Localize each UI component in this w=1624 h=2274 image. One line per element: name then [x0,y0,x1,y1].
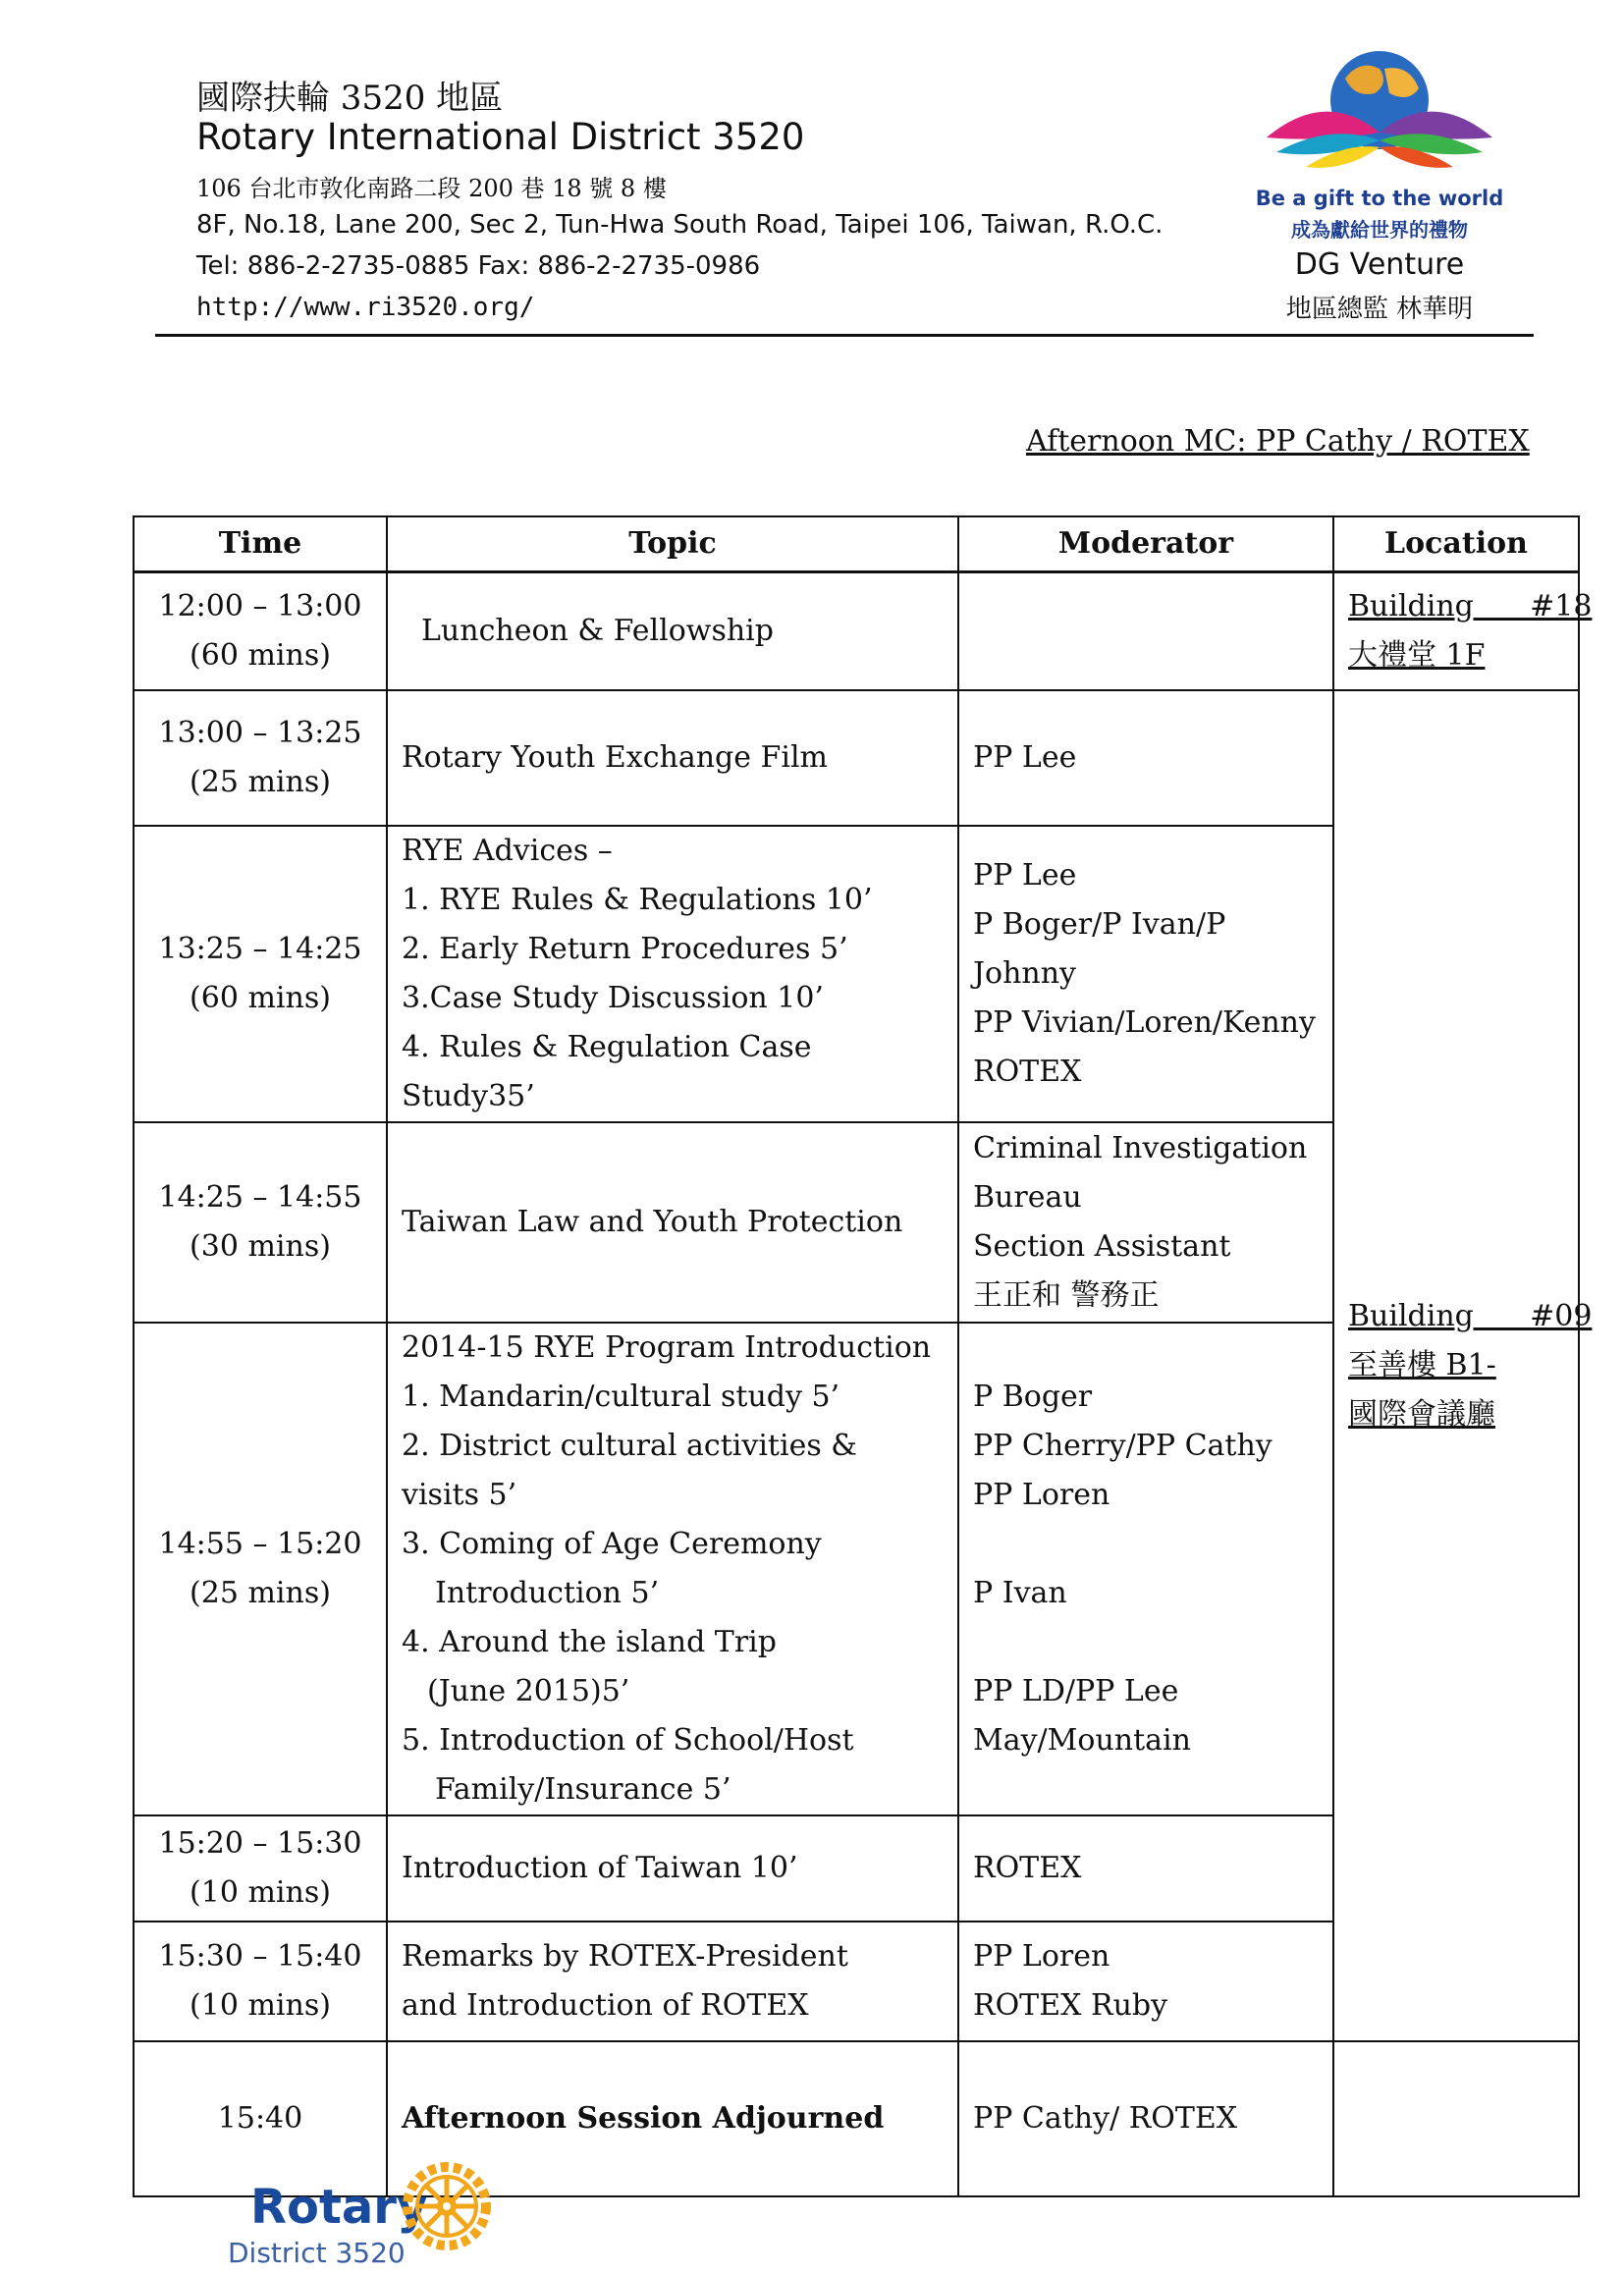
time-cell: 13:00 – 13:25 (25 mins) [134,690,387,826]
topic-cell: Rotary Youth Exchange Film [387,690,958,826]
website-link[interactable]: http://www.ri3520.org/ [196,293,535,322]
header-topic: Topic [387,516,958,572]
footer-rotary-wordmark: Rotary [250,2180,428,2235]
table-row [134,572,1579,690]
dg-name-cn: 地區總監 林華明 [1285,295,1474,324]
address-cn: 106 台北市敦化南路二段 200 巷 18 號 8 樓 [196,175,667,202]
topic-cell: Introduction of Taiwan 10’ [387,1815,958,1922]
moderator-cell: PP Loren ROTEX Ruby [958,1922,1333,2041]
moderator-cell: P Boger PP Cherry/PP Cathy PP Loren P Ivan PP LD/PP Lee May/Mountain [958,1323,1333,1815]
rotary-wheel-icon [403,2162,491,2250]
location-cell [1333,572,1593,690]
moderator-cell [958,572,1333,690]
header-time: Time [134,516,387,572]
time-cell: 12:00 – 13:00 (60 mins) [134,572,387,690]
header-divider [155,334,1534,337]
moderator-cell: PP Lee P Boger/P Ivan/P Johnny PP Vivian/Loren/Kenny ROTEX [958,826,1333,1122]
logo-tagline-cn: 成為獻給世界的禮物 [1291,218,1468,242]
org-name-cn: 國際扶輪 3520 地區 [196,79,504,118]
moderator-cell: PP Cathy/ ROTEX [958,2041,1333,2196]
header-location: Location [1333,516,1579,572]
topic-cell: Luncheon & Fellowship [387,572,958,690]
schedule-table [133,515,1593,2197]
merged-location-cell [1333,690,1593,2041]
time-cell: 15:30 – 15:40 (10 mins) [134,1922,387,2041]
time-cell: 14:55 – 15:20 (25 mins) [134,1323,387,1815]
time-cell: 15:40 [134,2041,387,2196]
location-link[interactable]: 國際會議廳 [1348,1396,1495,1432]
time-cell: 15:20 – 15:30 (10 mins) [134,1815,387,1922]
adjourned-label: Afternoon Session Adjourned [402,2100,885,2136]
time-cell: 14:25 – 14:55 (30 mins) [134,1122,387,1323]
moderator-cell: PP Lee [958,690,1333,826]
be-a-gift-logo-icon [1247,39,1512,196]
dg-name-en: DG Venture [1294,247,1465,282]
table-row [134,2041,1579,2196]
logo-tagline-en: Be a gift to the world [1255,187,1504,210]
table-row [134,690,1579,826]
topic-cell: 2014-15 RYE Program Introduction 1. Mandarin/cultural study 5’ 2. District cultural activities & visits 5’ 3. Coming of Age Ceremony Introduction 5’ 4. Around the island Trip (June 2015)5’ 5. Introduction of School/Host Family/Insurance 5’ [387,1323,958,1815]
location-link[interactable]: Building #18 [1348,588,1593,623]
tel-fax: Tel: 886-2-2735-0885 Fax: 886-2-2735-0986 [196,251,761,281]
footer-district-label: District 3520 [228,2237,406,2269]
moderator-cell: ROTEX [958,1815,1333,1922]
topic-cell: RYE Advices – 1. RYE Rules & Regulations 10’ 2. Early Return Procedures 5’ 3.Case Study Discussion 10’ 4. Rules & Regulation Case Study35’ [387,826,958,1122]
location-link[interactable]: 大禮堂 1F [1348,637,1486,673]
location-link[interactable]: 至善樓 B1- [1348,1347,1496,1382]
address-en: 8F, No.18, Lane 200, Sec 2, Tun-Hwa South Road, Taipei 106, Taiwan, R.O.C. [196,210,1164,240]
header-moderator: Moderator [958,516,1333,572]
location-cell [1333,2041,1579,2196]
topic-cell: Remarks by ROTEX-President and Introduction of ROTEX [387,1922,958,2041]
moderator-cell: Criminal Investigation Bureau Section Assistant 王正和 警務正 [958,1122,1333,1323]
org-name-en: Rotary International District 3520 [196,116,805,158]
location-link[interactable]: Building #09 [1348,1298,1593,1333]
table-header-row [134,516,1579,572]
topic-cell: Taiwan Law and Youth Protection [387,1122,958,1323]
afternoon-mc: Afternoon MC: PP Cathy / ROTEX [1026,424,1530,459]
time-cell: 13:25 – 14:25 (60 mins) [134,826,387,1122]
